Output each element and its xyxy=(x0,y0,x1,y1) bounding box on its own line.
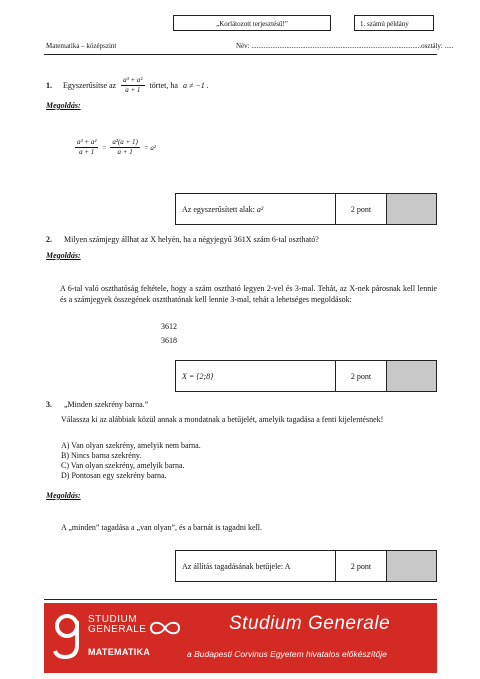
answer-box-1 xyxy=(175,193,437,225)
answer-label: X = {2;8} xyxy=(176,361,336,391)
option-d: D) Pontosan egy szekrény barna. xyxy=(61,471,167,480)
score-cell xyxy=(387,361,436,391)
name-class-line: Név: .................................................................................................osztály: ..... xyxy=(236,42,454,50)
lhs-denominator: a + 1 xyxy=(79,148,95,156)
solution-equation xyxy=(75,138,156,157)
answer-box-3 xyxy=(175,550,437,582)
equation-mid xyxy=(110,138,139,157)
solution-label: Megoldás: xyxy=(46,251,81,260)
solution-value-2: 3618 xyxy=(161,336,177,345)
question-text-2: törtet, ha xyxy=(149,81,178,90)
question-condition: a ≠ −1 . xyxy=(182,81,209,90)
infinity-icon xyxy=(148,619,182,642)
score-cell xyxy=(387,194,436,224)
solution-value-1: 3612 xyxy=(161,322,177,331)
answer-label: Az egyszerűsített alak: a² xyxy=(176,194,336,224)
equation-result: = a² xyxy=(143,143,156,152)
question-text: Egyszerűsítse az xyxy=(63,81,117,90)
solution-label: Megoldás: xyxy=(46,491,81,500)
header-divider xyxy=(44,54,437,55)
mid-numerator: a²(a + 1) xyxy=(112,138,138,146)
logo-text-line2: GENERALE xyxy=(88,624,147,635)
question-number: 2. xyxy=(46,235,52,244)
logo-text-line1: STUDIUM xyxy=(88,614,138,625)
footer-banner xyxy=(44,603,437,673)
footer-divider xyxy=(44,599,437,600)
answer-box-2 xyxy=(175,360,437,392)
answer-label: Az állítás tagadásának betűjele: A xyxy=(176,551,336,581)
distribution-box: „Korlátozott terjesztésű!” xyxy=(173,15,331,31)
question-3 xyxy=(46,399,148,410)
fraction-denominator: a + 1 xyxy=(125,86,141,94)
copy-number-box: 1. számú példány xyxy=(354,15,434,31)
solution-explanation: A „minden” tagadása a „van olyan”, és a barnát is tagadni kell. xyxy=(61,523,263,532)
answer-value: a² xyxy=(256,204,264,214)
solution-label: Megoldás: xyxy=(46,101,81,110)
question-quote: „Minden szekrény barna.” xyxy=(64,400,149,409)
question-text: Milyen számjegy állhat az X helyén, ha a négyjegyű 361X szám 6-tal osztható? xyxy=(64,235,319,244)
logo-g-icon xyxy=(52,611,82,663)
question-number: 3. xyxy=(46,400,52,409)
logo-text-line3: MATEMATIKA xyxy=(88,647,151,657)
option-b: B) Nincs barna szekrény. xyxy=(61,451,142,460)
option-a: A) Van olyan szekrény, amelyik nem barna. xyxy=(61,441,201,450)
points-cell: 2 pont xyxy=(336,551,387,581)
options-list xyxy=(61,441,201,481)
question-number: 1. xyxy=(46,81,52,90)
brand-tagline: a Budapesti Corvinus Egyetem hivatalos előkészítője xyxy=(187,649,387,659)
equation-lhs xyxy=(75,138,98,157)
question-instruction: Válassza ki az alábbiak közül annak a mondatnak a betűjelét, amelyik tagadása a fenti kijelentésnek! xyxy=(61,415,384,424)
question-2 xyxy=(46,234,436,245)
option-c: C) Van olyan szekrény, amelyik barna. xyxy=(61,461,185,470)
fraction-numerator: a³ + a² xyxy=(123,76,143,84)
mid-denominator: a + 1 xyxy=(117,148,133,156)
subject-label: Matematika – középszint xyxy=(46,42,117,50)
question-1 xyxy=(46,76,209,95)
equals-sign: = xyxy=(102,143,107,152)
brand-title: Studium Generale xyxy=(229,613,391,634)
points-cell: 2 pont xyxy=(336,361,387,391)
lhs-numerator: a³ + a² xyxy=(77,138,97,146)
question-fraction xyxy=(121,76,144,95)
points-cell: 2 pont xyxy=(336,194,387,224)
solution-explanation: A 6-tal való oszthatóság feltétele, hogy a szám osztható legyen 2-vel és 3-mal. Tehát, az X-nek párosnak kell lennie és a számjegyek összegének osztthatónak kell lennie 3-mal, tehát a lehetséges megoldások: xyxy=(60,284,437,304)
score-cell xyxy=(387,551,436,581)
